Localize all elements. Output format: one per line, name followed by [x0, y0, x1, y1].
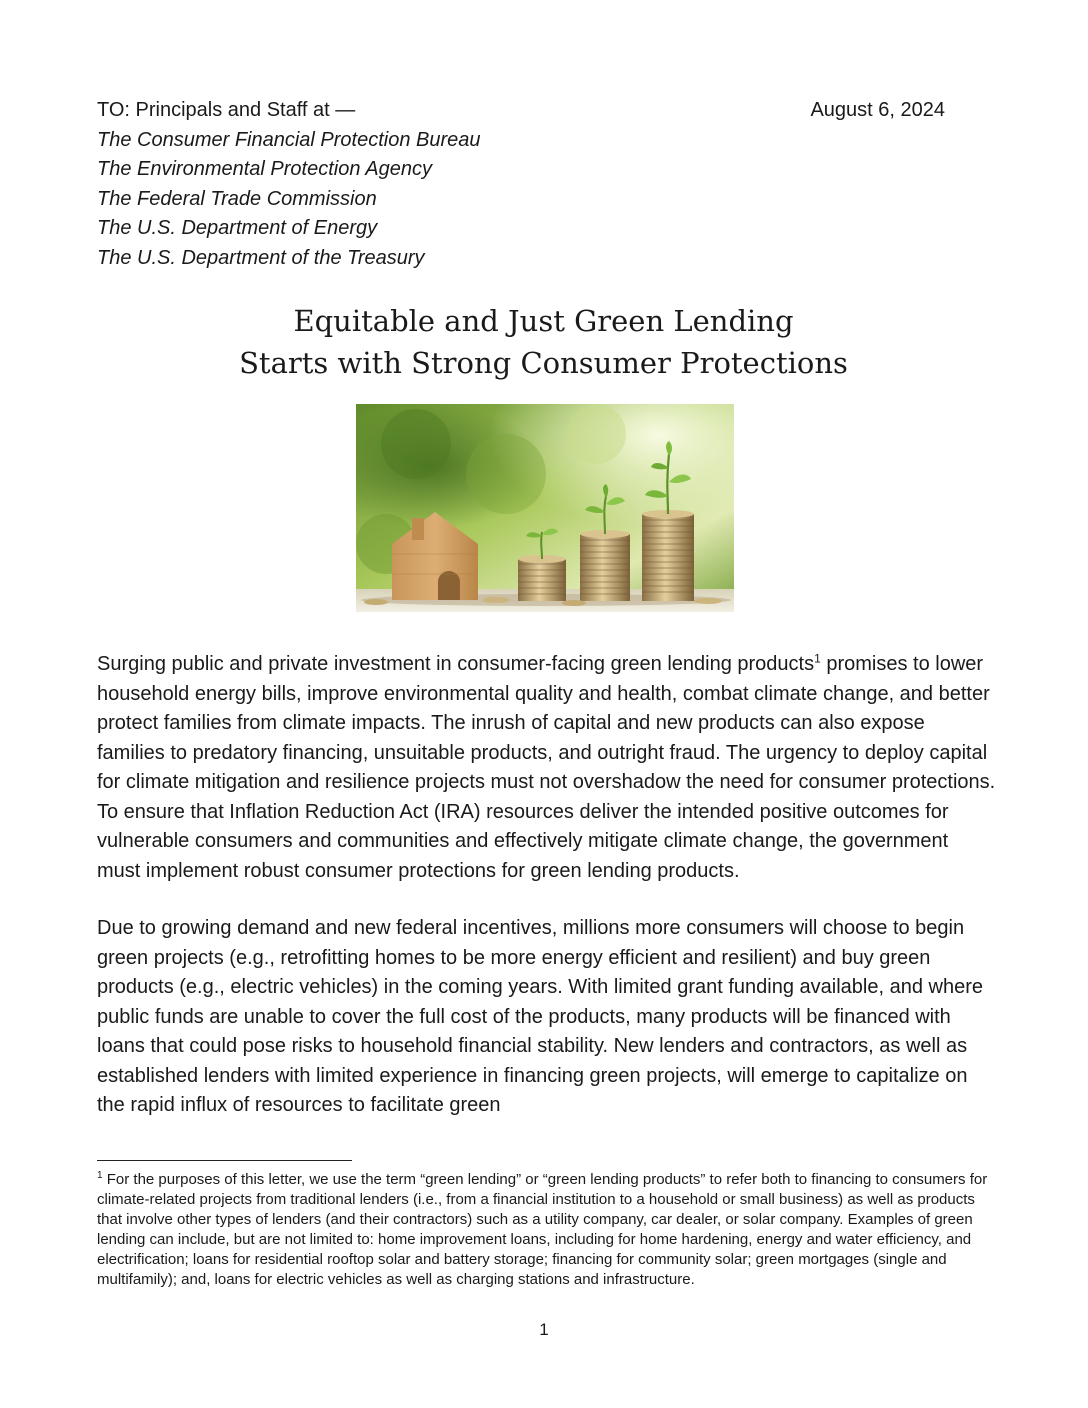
body-paragraph-1: [97, 650, 997, 886]
house-and-coins-image: [356, 404, 734, 612]
paragraph-1-rest: promises to lower household energy bills, improve environmental quality and health, combat climate change, and better protect families from climate impacts. The inrush of capital and new products can also expose families to predatory financing, unsuitable products, and outright fraud. The urgency to deploy capital for climate mitigation and resilience projects must not overshadow the need for consumer protections. To ensure that Inflation Reduction Act (IRA) resources deliver the intended positive outcomes for vulnerable consumers and communities and effectively mitigate climate change, the government must implement robust consumer protections for green lending products.: [97, 653, 996, 882]
footnote: [97, 1170, 997, 1290]
letter-date: August 6, 2024: [810, 99, 945, 121]
footnote-reference[interactable]: 1: [814, 651, 821, 666]
paragraph-1-lead: Surging public and private investment in consumer-facing green lending products: [97, 653, 815, 675]
to-line: [97, 96, 945, 126]
document-title: [97, 300, 990, 384]
recipient-doe: The U.S. Department of Energy: [97, 217, 378, 239]
body-paragraph-2: Due to growing demand and new federal incentives, millions more consumers will choose to begin green projects (e.g., retrofitting homes to be more energy efficient and resilient) and buy green products (e.g., electric vehicles) in the coming years. With limited grant funding available, and where public funds are unable to cover the full cost of the products, many products will be financed with loans that could pose risks to household financial stability. New lenders and contractors, as well as established lenders with limited experience in financing green projects, will emerge to capitalize on the rapid influx of resources to facilitate green: [97, 917, 983, 1116]
page-number: 1: [539, 1320, 549, 1339]
title-line-2: Starts with Strong Consumer Protections: [239, 346, 848, 380]
recipient-ftc: The Federal Trade Commission: [97, 187, 377, 210]
title-line-1: Equitable and Just Green Lending: [293, 304, 794, 338]
recipient-cfpb: The Consumer Financial Protection Bureau: [97, 128, 481, 151]
recipient-epa: The Environmental Protection Agency: [97, 158, 432, 180]
footnote-text: For the purposes of this letter, we use the term “green lending” or “green lending products” to refer both to financing to consumers for climate-related projects from traditional lenders (i.e., from a financial institution to a household or small business) as well as products that involve other types of lenders (and their contractors) such as a utility company, car dealer, or solar company. Examples of green lending can include, but are not limited to: home improvement loans, including for home hardening, energy and water efficiency, and electrification; loans for residential rooftop solar and battery storage; financing for community solar; green mortgages (single and multifamily); and, loans for electric vehicles as well as charging stations and infrastructure.: [97, 1171, 988, 1288]
letter-body: [97, 650, 997, 1149]
footnote-divider: [97, 1160, 352, 1161]
recipient-treasury: The U.S. Department of the Treasury: [97, 246, 425, 269]
to-label: TO: Principals and Staff at —: [97, 99, 356, 121]
letter-header: [97, 96, 945, 273]
footnote-marker: 1: [97, 1170, 103, 1181]
